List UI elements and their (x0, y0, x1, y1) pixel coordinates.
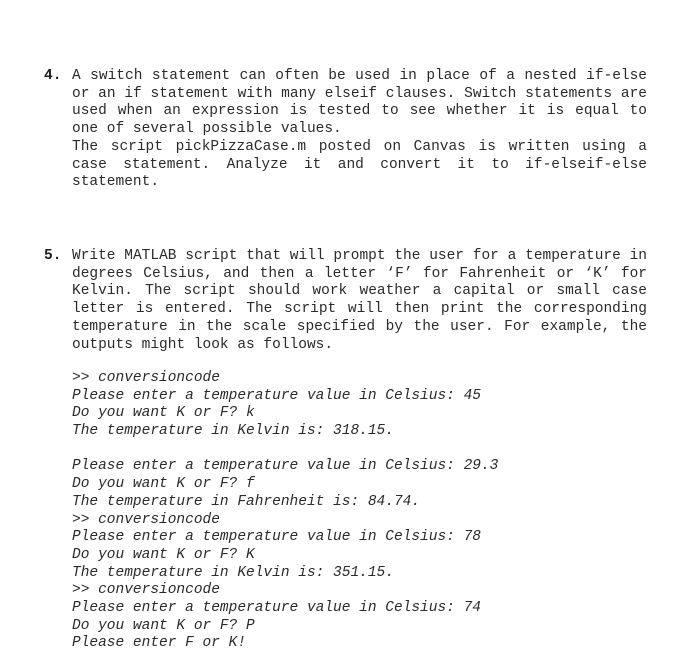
output-line: >> conversioncode (72, 511, 220, 528)
question-paragraph: The script pickPizzaCase.m posted on Canvas is written using a case statement. Analyze it and convert it to if-elseif-else statement. (72, 138, 647, 191)
question-5 (44, 248, 654, 354)
question-number: 5. (44, 248, 62, 264)
output-line: >> conversioncode (72, 370, 220, 386)
output-line: Do you want K or F? P (72, 617, 255, 634)
output-line: >> conversioncode (72, 582, 220, 599)
output-line: The temperature in Fahrenheit is: 84.74. (72, 493, 421, 510)
question-text (72, 248, 647, 354)
output-line: The temperature in Kelvin is: 318.15. (72, 423, 394, 440)
output-line: Do you want K or F? k (72, 405, 255, 422)
output-line: Please enter F or K! (72, 635, 247, 652)
output-line: The temperature in Kelvin is: 351.15. (72, 564, 394, 581)
output-line: Please enter a temperature value in Celsius: 74 (72, 599, 481, 616)
question-paragraph: A switch statement can often be used in place of a nested if-else or an if statement with many elseif clauses. Switch statements are used when an expression is tested to see whether it is equal to one of several possible values. (72, 68, 647, 138)
spacer (72, 441, 632, 459)
question-paragraph: Write MATLAB script that will prompt the user for a temperature in degrees Celsius, and then a letter ‘F’ for Fahrenheit or ‘K’ for Kelvin. The script should work weather a capital or small case letter is entered. The script will then print the corresponding temperature in the scale specified by the user. For example, the outputs might look as follows. (72, 248, 647, 353)
output-line: Please enter a temperature value in Celsius: 78 (72, 529, 481, 546)
question-4 (44, 68, 654, 192)
sample-output (72, 370, 632, 653)
question-number: 4. (44, 68, 62, 84)
output-line: Please enter a temperature value in Celsius: 45 (72, 387, 481, 404)
question-text (72, 68, 647, 192)
output-line: Please enter a temperature value in Celsius: 29.3 (72, 458, 499, 475)
output-line: Do you want K or F? K (72, 546, 255, 563)
output-line: Do you want K or F? f (72, 476, 255, 493)
